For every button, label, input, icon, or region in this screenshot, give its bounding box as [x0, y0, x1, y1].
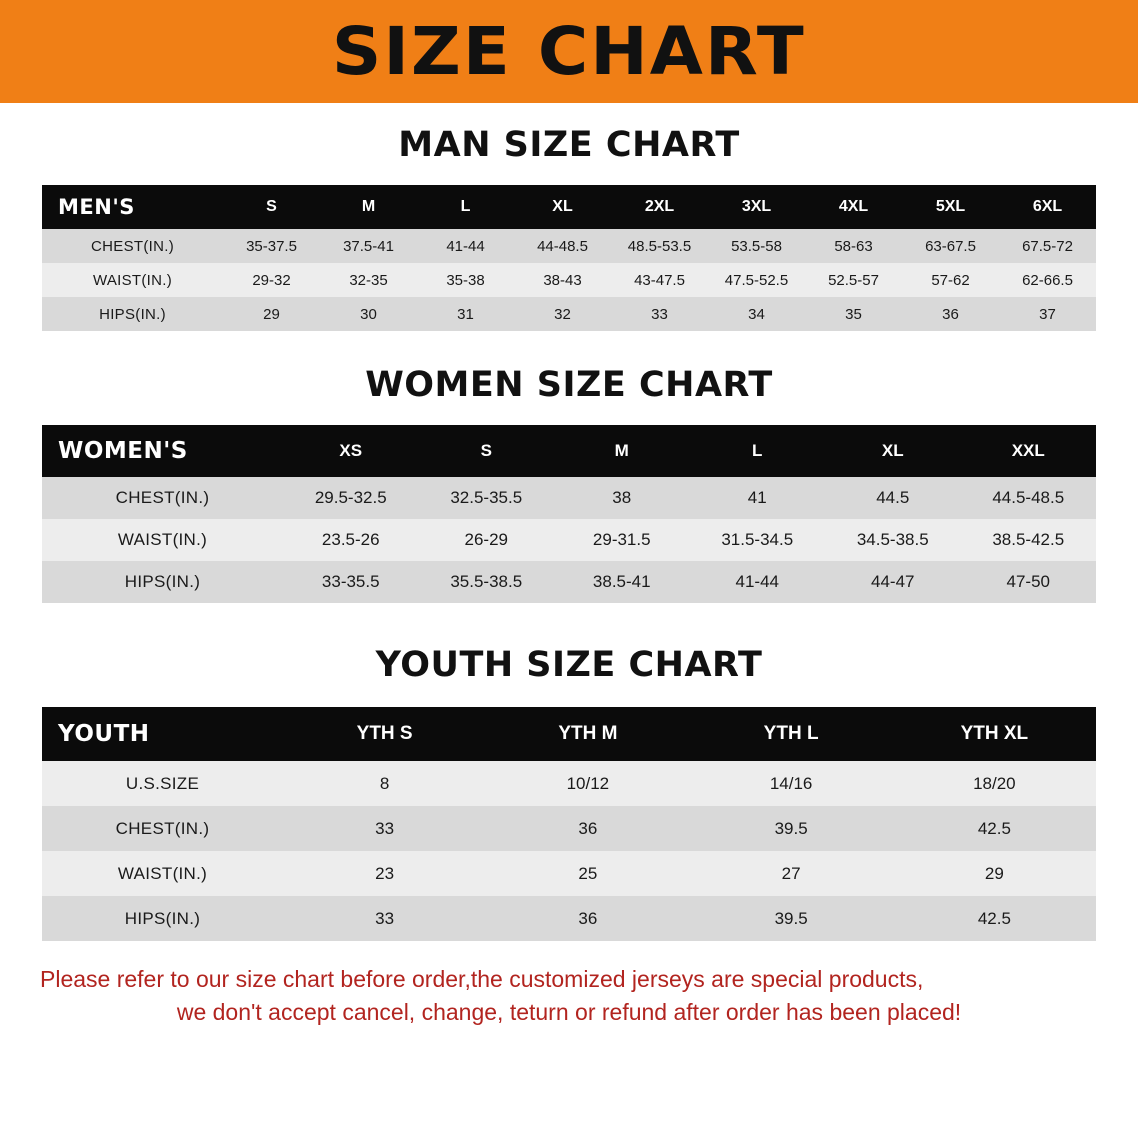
women-cell-0-1: 32.5-35.5 — [450, 488, 523, 507]
women-corner-label: WOMEN'S — [58, 438, 188, 464]
youth-cell-2-0: 23 — [375, 863, 395, 883]
man-cell-0-3: 44-48.5 — [537, 237, 588, 255]
table-row — [42, 297, 1096, 331]
youth-table-body — [42, 761, 1096, 941]
women-col-4: XL — [881, 441, 904, 460]
women-cell-2-3: 41-44 — [735, 572, 779, 591]
women-cell-0-0: 29.5-32.5 — [314, 488, 387, 507]
table-row — [42, 851, 1096, 896]
women-col-0: XS — [339, 441, 363, 460]
table-row — [42, 263, 1096, 297]
man-cell-2-5: 34 — [748, 305, 765, 323]
youth-size-table — [42, 707, 1096, 941]
man-cell-0-2: 41-44 — [446, 237, 485, 255]
youth-cell-0-1: 10/12 — [566, 773, 610, 793]
women-cell-0-5: 44.5-48.5 — [992, 488, 1065, 507]
youth-row-label-0: U.S.SIZE — [125, 773, 200, 793]
table-row — [42, 229, 1096, 263]
man-cell-0-5: 53.5-58 — [731, 237, 782, 255]
women-col-2: M — [614, 441, 629, 460]
women-section-heading: WOMEN SIZE CHART — [365, 365, 773, 405]
women-row-label-2: HIPS(IN.) — [124, 572, 201, 591]
disclaimer-line-1: Please refer to our size chart before order,the customized jerseys are special products, — [40, 966, 924, 992]
table-row — [42, 519, 1096, 561]
man-cell-2-2: 31 — [457, 305, 474, 323]
man-table-body — [42, 229, 1096, 331]
man-table-wrapper — [0, 185, 1138, 331]
women-col-1: S — [480, 441, 492, 460]
women-cell-1-3: 31.5-34.5 — [721, 530, 794, 549]
youth-cell-3-2: 39.5 — [774, 908, 808, 928]
youth-col-2: YTH L — [763, 723, 819, 744]
disclaimer-note — [40, 963, 1098, 1030]
table-header-row — [42, 425, 1096, 477]
banner — [0, 0, 1138, 103]
man-cell-0-6: 58-63 — [834, 237, 873, 255]
man-cell-0-4: 48.5-53.5 — [627, 237, 692, 255]
man-col-7: 5XL — [935, 198, 966, 215]
women-cell-2-0: 33-35.5 — [321, 572, 380, 591]
disclaimer-line-2: we don't accept cancel, change, teturn or refund after order has been placed! — [176, 999, 962, 1026]
man-row-label-2: HIPS(IN.) — [99, 305, 166, 323]
youth-section-heading: YOUTH SIZE CHART — [375, 645, 763, 685]
women-cell-0-2: 38 — [612, 488, 632, 507]
man-cell-1-4: 43-47.5 — [634, 271, 685, 289]
women-col-3: L — [752, 441, 763, 460]
youth-cell-3-0: 33 — [375, 908, 395, 928]
youth-cell-1-3: 42.5 — [977, 818, 1011, 838]
table-header-row — [42, 185, 1096, 229]
man-col-6: 4XL — [838, 198, 869, 215]
table-row — [42, 561, 1096, 603]
youth-cell-0-0: 8 — [379, 773, 390, 793]
youth-cell-3-1: 36 — [578, 908, 598, 928]
youth-row-label-1: CHEST(IN.) — [115, 818, 210, 838]
man-col-1: M — [361, 198, 376, 215]
man-cell-2-4: 33 — [651, 305, 668, 323]
women-row-label-1: WAIST(IN.) — [117, 530, 208, 549]
table-header-row — [42, 707, 1096, 761]
women-cell-1-2: 29-31.5 — [592, 530, 651, 549]
man-table-header — [42, 185, 1096, 229]
man-cell-1-0: 29-32 — [252, 271, 291, 289]
man-cell-2-6: 35 — [845, 305, 862, 323]
women-table-wrapper — [0, 425, 1138, 603]
man-cell-1-6: 52.5-57 — [828, 271, 879, 289]
women-cell-1-1: 26-29 — [464, 530, 508, 549]
youth-cell-2-1: 25 — [578, 863, 598, 883]
women-size-table — [42, 425, 1096, 603]
youth-row-label-3: HIPS(IN.) — [124, 908, 201, 928]
man-cell-2-3: 32 — [554, 305, 571, 323]
table-row — [42, 761, 1096, 806]
man-cell-0-8: 67.5-72 — [1022, 237, 1073, 255]
youth-cell-2-3: 29 — [984, 863, 1004, 883]
man-size-table — [42, 185, 1096, 331]
youth-table-wrapper — [0, 707, 1138, 941]
youth-table-header — [42, 707, 1096, 761]
youth-cell-3-3: 42.5 — [977, 908, 1011, 928]
youth-cell-1-1: 36 — [578, 818, 598, 838]
women-cell-2-2: 38.5-41 — [592, 572, 651, 591]
table-row — [42, 896, 1096, 941]
women-cell-0-3: 41 — [747, 488, 767, 507]
man-row-label-0: CHEST(IN.) — [91, 237, 174, 255]
women-cell-2-1: 35.5-38.5 — [450, 572, 523, 591]
women-cell-0-4: 44.5 — [876, 488, 910, 507]
man-col-0: S — [266, 198, 277, 215]
man-cell-1-8: 62-66.5 — [1022, 271, 1073, 289]
man-cell-0-0: 35-37.5 — [246, 237, 297, 255]
women-table-header — [42, 425, 1096, 477]
table-row — [42, 806, 1096, 851]
man-col-4: 2XL — [644, 198, 675, 215]
man-cell-0-1: 37.5-41 — [343, 237, 394, 255]
women-row-label-0: CHEST(IN.) — [115, 488, 210, 507]
man-row-label-1: WAIST(IN.) — [92, 271, 173, 289]
man-cell-2-1: 30 — [360, 305, 377, 323]
women-cell-1-4: 34.5-38.5 — [856, 530, 929, 549]
youth-col-0: YTH S — [356, 723, 413, 744]
women-cell-2-5: 47-50 — [1006, 572, 1050, 591]
man-col-3: XL — [552, 198, 573, 215]
youth-cell-2-2: 27 — [781, 863, 801, 883]
man-section-heading: MAN SIZE CHART — [398, 125, 740, 165]
man-cell-2-7: 36 — [942, 305, 959, 323]
youth-cell-0-3: 18/20 — [973, 773, 1016, 793]
page-title: SIZE CHART — [332, 12, 806, 90]
youth-row-label-2: WAIST(IN.) — [117, 863, 208, 883]
youth-cell-0-2: 14/16 — [769, 773, 813, 793]
man-cell-2-8: 37 — [1039, 305, 1056, 323]
women-col-5: XXL — [1011, 441, 1045, 460]
man-col-5: 3XL — [741, 198, 772, 215]
man-cell-1-3: 38-43 — [543, 271, 582, 289]
youth-cell-1-0: 33 — [375, 818, 395, 838]
women-cell-1-5: 38.5-42.5 — [992, 530, 1065, 549]
man-col-8: 6XL — [1032, 198, 1063, 215]
man-cell-1-2: 35-38 — [446, 271, 485, 289]
women-cell-1-0: 23.5-26 — [321, 530, 380, 549]
youth-corner-label: YOUTH — [58, 721, 150, 747]
man-cell-1-1: 32-35 — [349, 271, 388, 289]
table-row — [42, 477, 1096, 519]
women-cell-2-4: 44-47 — [871, 572, 915, 591]
youth-cell-1-2: 39.5 — [774, 818, 808, 838]
women-table-body — [42, 477, 1096, 603]
youth-col-1: YTH M — [558, 723, 618, 744]
youth-col-3: YTH XL — [960, 723, 1029, 744]
man-corner-label: MEN'S — [58, 195, 135, 219]
man-cell-1-7: 57-62 — [931, 271, 970, 289]
man-col-2: L — [460, 198, 471, 215]
man-cell-0-7: 63-67.5 — [925, 237, 976, 255]
man-cell-2-0: 29 — [263, 305, 280, 323]
man-cell-1-5: 47.5-52.5 — [724, 271, 789, 289]
